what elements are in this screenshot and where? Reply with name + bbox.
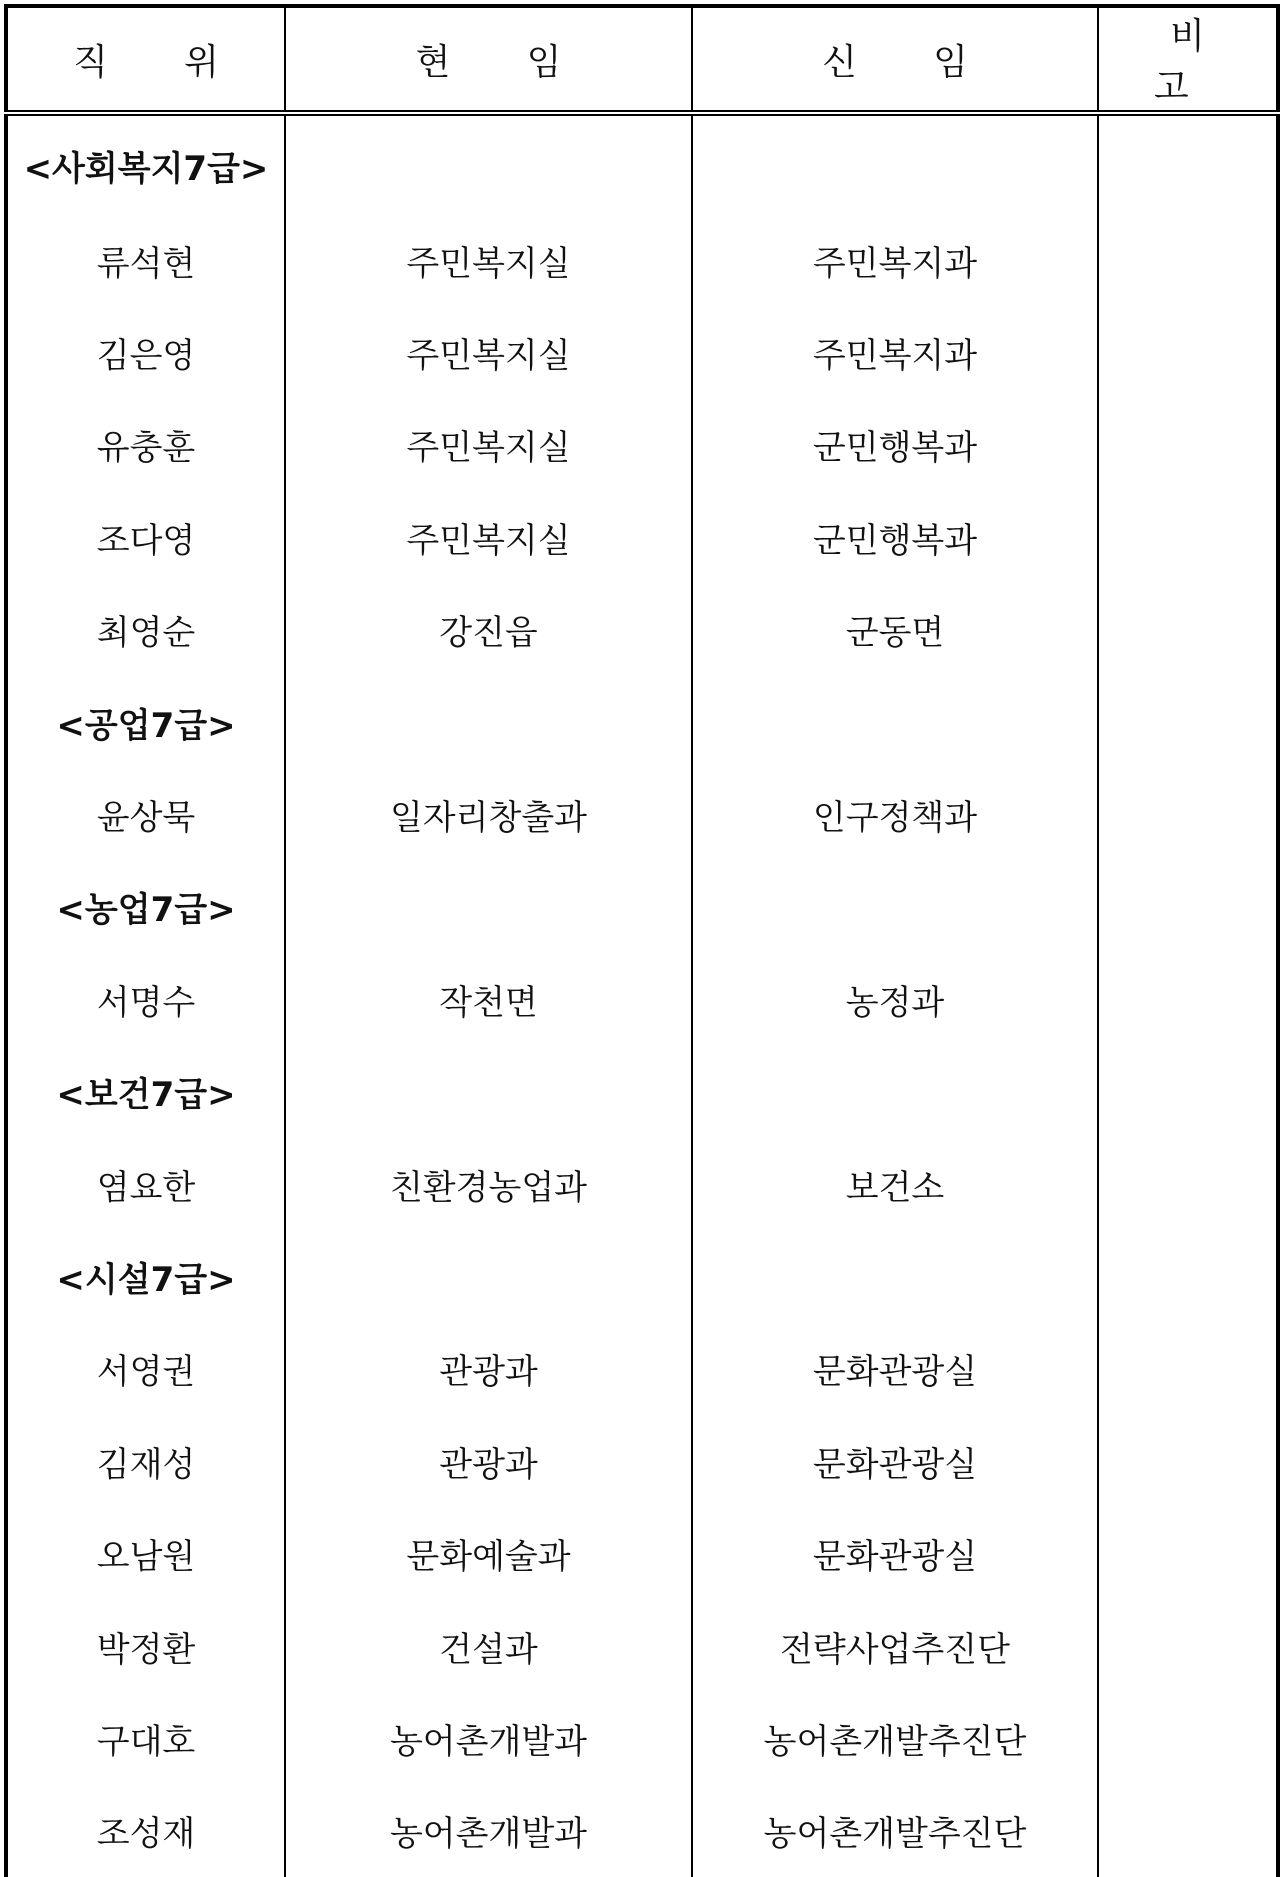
current-post-cell: 강진읍 bbox=[285, 584, 692, 676]
remarks-cell bbox=[1098, 399, 1278, 491]
current-post-cell: 관광과 bbox=[285, 1415, 692, 1507]
current-post-cell: 주민복지실 bbox=[285, 306, 692, 398]
name-cell: 오남원 bbox=[6, 1507, 285, 1599]
current-post-cell bbox=[285, 113, 692, 214]
group-row bbox=[6, 861, 1278, 953]
remarks-cell bbox=[1098, 768, 1278, 860]
name-cell: 최영순 bbox=[6, 584, 285, 676]
current-post-cell: 주민복지실 bbox=[285, 491, 692, 583]
current-post-cell: 주민복지실 bbox=[285, 399, 692, 491]
new-post-cell: 농어촌개발추진단 bbox=[692, 1785, 1098, 1877]
new-post-cell: 군민행복과 bbox=[692, 491, 1098, 583]
table-row bbox=[6, 491, 1278, 583]
new-post-cell bbox=[692, 113, 1098, 214]
header-current-post: 현 임 bbox=[285, 6, 692, 113]
new-post-cell bbox=[692, 861, 1098, 953]
name-cell: 조성재 bbox=[6, 1785, 285, 1877]
table-row bbox=[6, 1600, 1278, 1692]
remarks-cell bbox=[1098, 306, 1278, 398]
table-row bbox=[6, 584, 1278, 676]
name-cell: 류석현 bbox=[6, 214, 285, 306]
remarks-cell bbox=[1098, 214, 1278, 306]
group-row bbox=[6, 1046, 1278, 1138]
new-post-cell: 보건소 bbox=[692, 1138, 1098, 1230]
remarks-cell bbox=[1098, 676, 1278, 768]
remarks-cell bbox=[1098, 1692, 1278, 1784]
table-row bbox=[6, 768, 1278, 860]
table-body bbox=[6, 113, 1278, 1877]
current-post-cell: 문화예술과 bbox=[285, 1507, 692, 1599]
current-post-cell: 농어촌개발과 bbox=[285, 1785, 692, 1877]
current-post-cell bbox=[285, 1046, 692, 1138]
group-label: <사회복지7급> bbox=[6, 113, 285, 214]
table-row bbox=[6, 1507, 1278, 1599]
new-post-cell bbox=[692, 676, 1098, 768]
name-cell: 조다영 bbox=[6, 491, 285, 583]
name-cell: 윤상묵 bbox=[6, 768, 285, 860]
group-label: <보건7급> bbox=[6, 1046, 285, 1138]
header-remarks: 비 고 bbox=[1098, 6, 1278, 113]
table-row bbox=[6, 953, 1278, 1045]
remarks-cell bbox=[1098, 491, 1278, 583]
name-cell: 염요한 bbox=[6, 1138, 285, 1230]
header-row bbox=[6, 6, 1278, 113]
name-cell: 서명수 bbox=[6, 953, 285, 1045]
group-row bbox=[6, 1230, 1278, 1322]
table-row bbox=[6, 399, 1278, 491]
remarks-cell bbox=[1098, 1600, 1278, 1692]
current-post-cell: 관광과 bbox=[285, 1323, 692, 1415]
new-post-cell: 문화관광실 bbox=[692, 1323, 1098, 1415]
table-row bbox=[6, 306, 1278, 398]
current-post-cell bbox=[285, 861, 692, 953]
new-post-cell bbox=[692, 1046, 1098, 1138]
name-cell: 박정환 bbox=[6, 1600, 285, 1692]
personnel-table bbox=[4, 4, 1280, 1877]
new-post-cell: 군민행복과 bbox=[692, 399, 1098, 491]
group-row bbox=[6, 113, 1278, 214]
name-cell: 구대호 bbox=[6, 1692, 285, 1784]
remarks-cell bbox=[1098, 1138, 1278, 1230]
new-post-cell: 농어촌개발추진단 bbox=[692, 1692, 1098, 1784]
header-position: 직 위 bbox=[6, 6, 285, 113]
name-cell: 서영권 bbox=[6, 1323, 285, 1415]
name-cell: 김재성 bbox=[6, 1415, 285, 1507]
remarks-cell bbox=[1098, 1415, 1278, 1507]
remarks-cell bbox=[1098, 953, 1278, 1045]
new-post-cell: 전략사업추진단 bbox=[692, 1600, 1098, 1692]
group-row bbox=[6, 676, 1278, 768]
current-post-cell: 친환경농업과 bbox=[285, 1138, 692, 1230]
name-cell: 유충훈 bbox=[6, 399, 285, 491]
new-post-cell bbox=[692, 1230, 1098, 1322]
remarks-cell bbox=[1098, 1507, 1278, 1599]
current-post-cell bbox=[285, 1230, 692, 1322]
new-post-cell: 문화관광실 bbox=[692, 1507, 1098, 1599]
current-post-cell: 작천면 bbox=[285, 953, 692, 1045]
current-post-cell: 주민복지실 bbox=[285, 214, 692, 306]
new-post-cell: 주민복지과 bbox=[692, 214, 1098, 306]
new-post-cell: 인구정책과 bbox=[692, 768, 1098, 860]
remarks-cell bbox=[1098, 584, 1278, 676]
current-post-cell: 일자리창출과 bbox=[285, 768, 692, 860]
table-row bbox=[6, 1692, 1278, 1784]
table-row bbox=[6, 1415, 1278, 1507]
table-row bbox=[6, 1138, 1278, 1230]
table-row bbox=[6, 1785, 1278, 1877]
current-post-cell: 농어촌개발과 bbox=[285, 1692, 692, 1784]
current-post-cell bbox=[285, 676, 692, 768]
remarks-cell bbox=[1098, 861, 1278, 953]
current-post-cell: 건설과 bbox=[285, 1600, 692, 1692]
group-label: <시설7급> bbox=[6, 1230, 285, 1322]
new-post-cell: 주민복지과 bbox=[692, 306, 1098, 398]
group-label: <공업7급> bbox=[6, 676, 285, 768]
group-label: <농업7급> bbox=[6, 861, 285, 953]
new-post-cell: 문화관광실 bbox=[692, 1415, 1098, 1507]
remarks-cell bbox=[1098, 1785, 1278, 1877]
remarks-cell bbox=[1098, 1046, 1278, 1138]
table-row bbox=[6, 1323, 1278, 1415]
new-post-cell: 농정과 bbox=[692, 953, 1098, 1045]
table-row bbox=[6, 214, 1278, 306]
new-post-cell: 군동면 bbox=[692, 584, 1098, 676]
remarks-cell bbox=[1098, 1230, 1278, 1322]
table-header bbox=[6, 6, 1278, 113]
remarks-cell bbox=[1098, 1323, 1278, 1415]
header-new-post: 신 임 bbox=[692, 6, 1098, 113]
remarks-cell bbox=[1098, 113, 1278, 214]
name-cell: 김은영 bbox=[6, 306, 285, 398]
